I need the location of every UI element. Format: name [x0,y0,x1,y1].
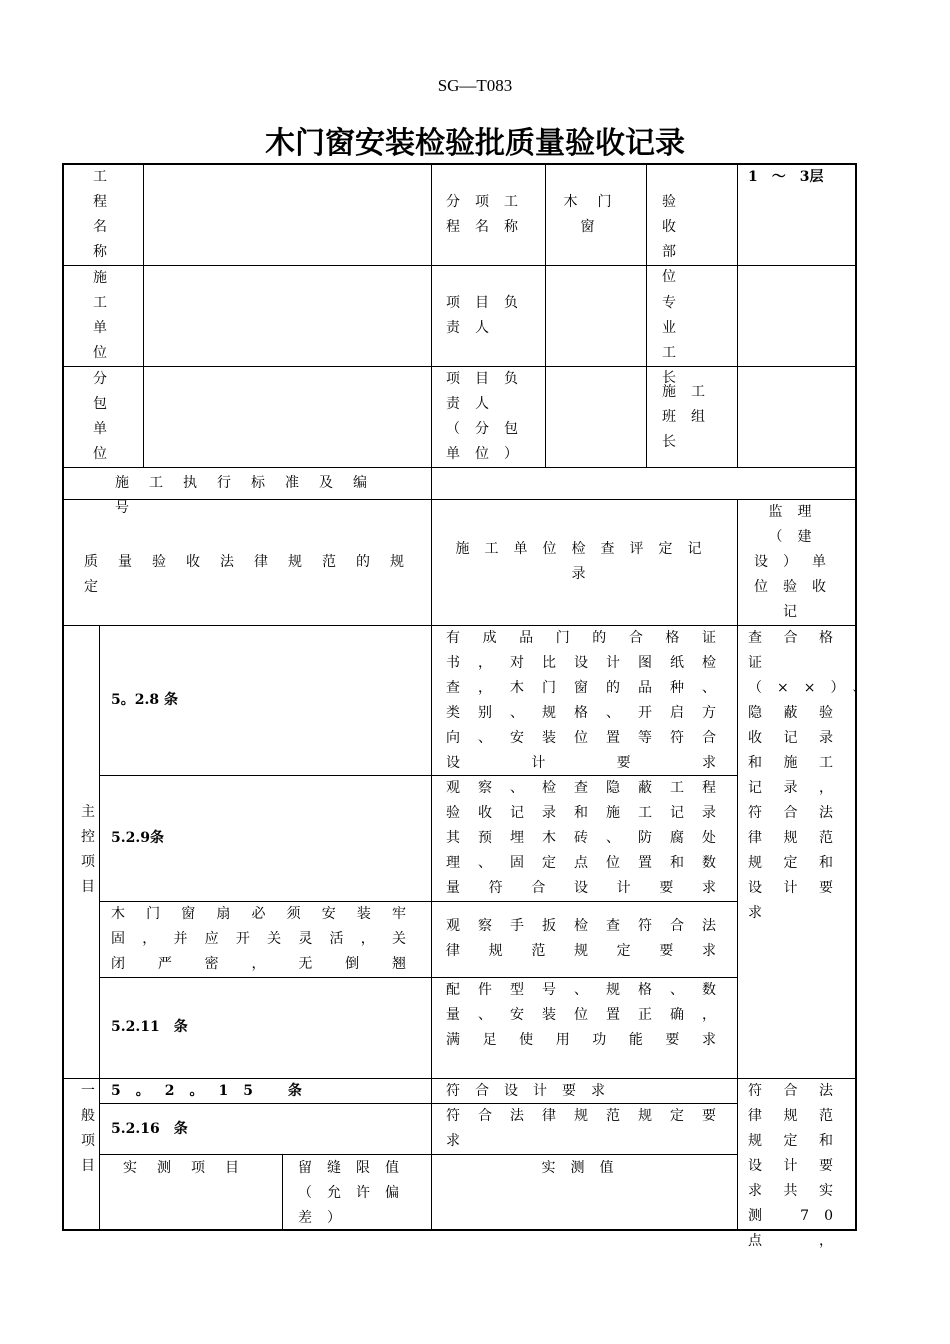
measured-value-header: 实测值 [541,1160,629,1176]
col-divider [282,1154,283,1231]
general-clause-1: 5。2。15 条 [111,1083,317,1099]
spec-column-header: 质量验收法律规范的规定 [84,554,424,595]
supervisor-column-header: 监理（建设）单位验收记 [754,504,841,620]
general-items-label: 一般项目 [81,1083,95,1174]
main-control-clause-1: 5。2.8 条 [111,692,178,708]
col-divider [431,163,432,1231]
col-divider [99,625,100,1231]
tolerance-header: 留缝限值（允许偏差） [298,1160,414,1226]
main-control-supervisor-note[interactable]: 查合格证（××）、隐蔽验收记录和施工记录，符合法律规范规定和设计要求 [748,630,882,921]
general-record-1[interactable]: 符合设计要求 [446,1083,620,1099]
measure-item-header: 实测项目 [123,1160,259,1176]
main-control-label: 主控项目 [81,804,95,895]
project-manager-label: 项目负责人 [446,295,533,336]
team-leader-label: 施工班组长 [662,384,720,450]
general-clause-2: 5.2.16 条 [111,1121,188,1137]
col-divider [737,163,738,467]
sub-manager-label: 项目负责人（分包单位） [446,371,533,462]
document-title: 木门窗安装检验批质量验收记录 [265,126,685,161]
acceptance-part-label: 验收部位 [662,194,696,285]
col-divider [143,163,144,467]
col-divider [737,499,738,1231]
col-divider [545,163,546,467]
document-code: SG—T083 [437,76,513,95]
foreman-label: 专业工长 [662,295,696,386]
main-control-record-4[interactable]: 配件型号、规格、数量、安装位置正确，满足使用功能要求 [446,982,731,1048]
contractor-check-column-header: 施工单位检查评定记录 [455,541,717,582]
standard-label: 施工执行标准及编号 [115,475,387,516]
main-control-record-2[interactable]: 观察、检查隐蔽工程验收记录和施工记录其预埋木砖、防腐处理、固定点位置和数量符合设计要求 [446,780,731,896]
general-record-2[interactable]: 符合法律规范规定要求 [446,1108,731,1149]
project-name-label: 工程名称 [93,169,107,260]
main-control-clause-3: 木门窗扇必须安装牢固，并应开关灵活，关闭严密，无倒翘 [111,906,421,972]
main-control-clause-4: 5.2.11 条 [111,1019,188,1035]
sub-project-value[interactable]: 木门窗 [563,194,632,235]
main-control-record-1[interactable]: 有成品门的合格证书，对比设计图纸检查，木门窗的品种、类别、规格、开启方向、安装位置等符合设计要求 [446,630,731,771]
main-control-clause-2: 5.2.9条 [111,830,164,846]
col-divider [646,163,647,467]
sub-project-label: 分项工程名称 [446,194,533,235]
row-divider [99,1154,737,1155]
subcontractor-label: 分包单位 [93,371,107,462]
general-supervisor-note[interactable]: 符合法律规范规定和设计要求共实测70点， [748,1083,848,1249]
row-divider [62,467,857,468]
main-control-record-3[interactable]: 观察手扳检查符合法律规范规定要求 [446,918,731,959]
contractor-label: 施工单位 [93,270,107,361]
acceptance-part-value[interactable]: 1 ～ 3层 [748,169,824,185]
